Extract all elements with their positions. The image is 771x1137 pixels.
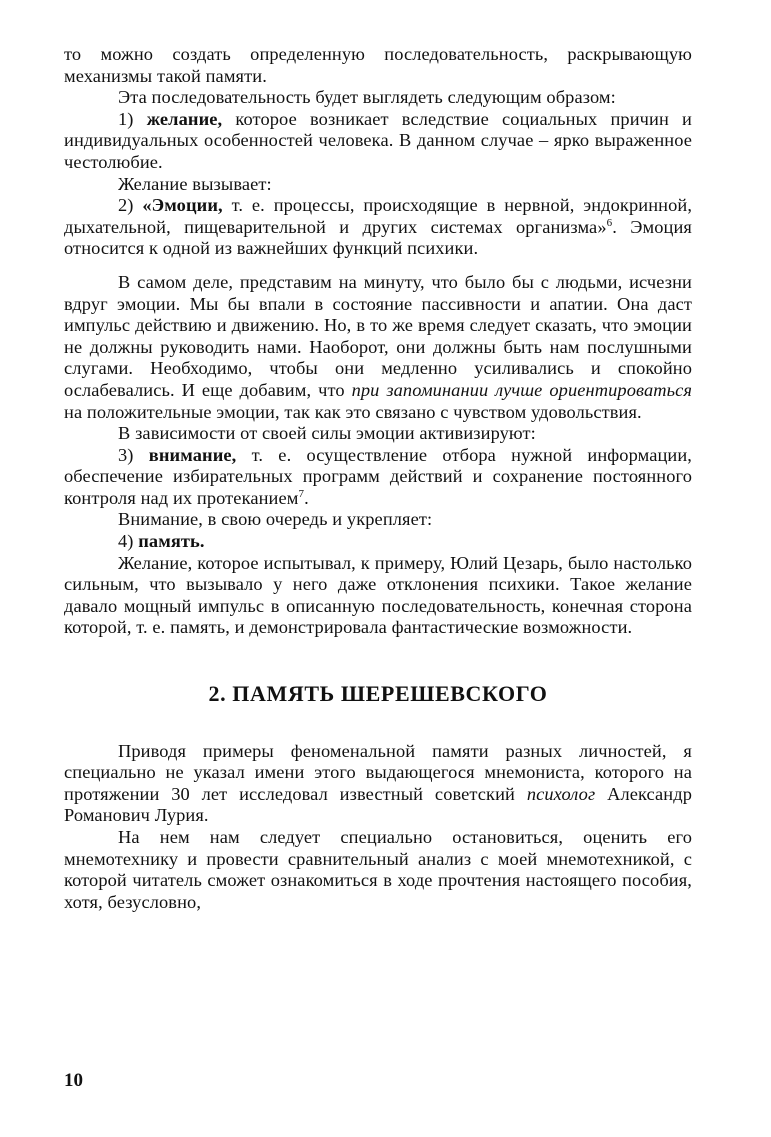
list-item: 4) память. [118,531,205,552]
paragraph: Желание вызывает: [118,173,272,194]
paragraph: На нем нам следует специально остановиться, оценить его мнемотехнику и провести сравнительный анализ с моей мнемотехникой, с которой читатель сможет ознакомиться в ходе прочтения настоящего пособия, хотя, безусловно, [64,827,692,912]
paragraph: Внимание, в свою очередь и укрепляет: [118,509,433,530]
paragraph: Эта последовательность будет выглядеть следующим образом: [118,87,616,108]
body-text [64,44,692,913]
list-item: 1) желание, которое возникает вследствие социальных причин и индивидуальных особенностей человека. В данном случае – ярко выраженное честолюбие. [64,108,693,172]
list-item: 3) внимание, т. е. осуществление отбора нужной информации, обеспечение избирательных программ действий и сохранение постоянного контроля над их протеканием$^7$. [64,444,692,508]
paragraph: В самом деле, представим на минуту, что было бы с людьми, исчезни вдруг эмоции. Мы бы впали в состояние пассивности и апатии. Она даст импульс действию и движению. Но, в то же время следует сказать, что эмоции не должны руководить нами. Наоборот, они должны быть нам послушными слугами. Необходимо, чтобы они медленно усиливались и спокойно ослабевались. И еще добавим, что при запоминании лучше ориентироваться на положительные эмоции, так как это связано с чувством удовольствия. [64,271,693,422]
paragraph: Желание, которое испытывал, к примеру, Юлий Цезарь, было настолько сильным, что вызывало у него даже отклонения психики. Такое желание давало мощный импульс в описанную последовательность, конечная сторона которой, т. е. память, и демонстрировала фантастические возможности. [64,552,692,638]
paragraph: В зависимости от своей силы эмоции активизируют: [118,423,536,444]
page-number: 10 [64,1070,83,1091]
paragraph: то можно создать определенную последовательность, раскрывающую механизмы такой памяти. [64,44,692,86]
section-heading: 2. ПАМЯТЬ ШЕРЕШЕВСКОГО [208,681,548,707]
paragraph: Приводя примеры феноменальной памяти разных личностей, я специально не указал имени этого выдающегося мнемониста, которого на протяжении 30 лет исследовал известный советский психолог Александр Романович Лурия. [64,740,693,826]
list-item: 2) «Эмоции, т. е. процессы, происходящие в нервной, эндокринной, дыхательной, пищеварительной и других системах организма»$^6$. Эмоция относится к одной из важнейших функций психики. [64,195,693,259]
